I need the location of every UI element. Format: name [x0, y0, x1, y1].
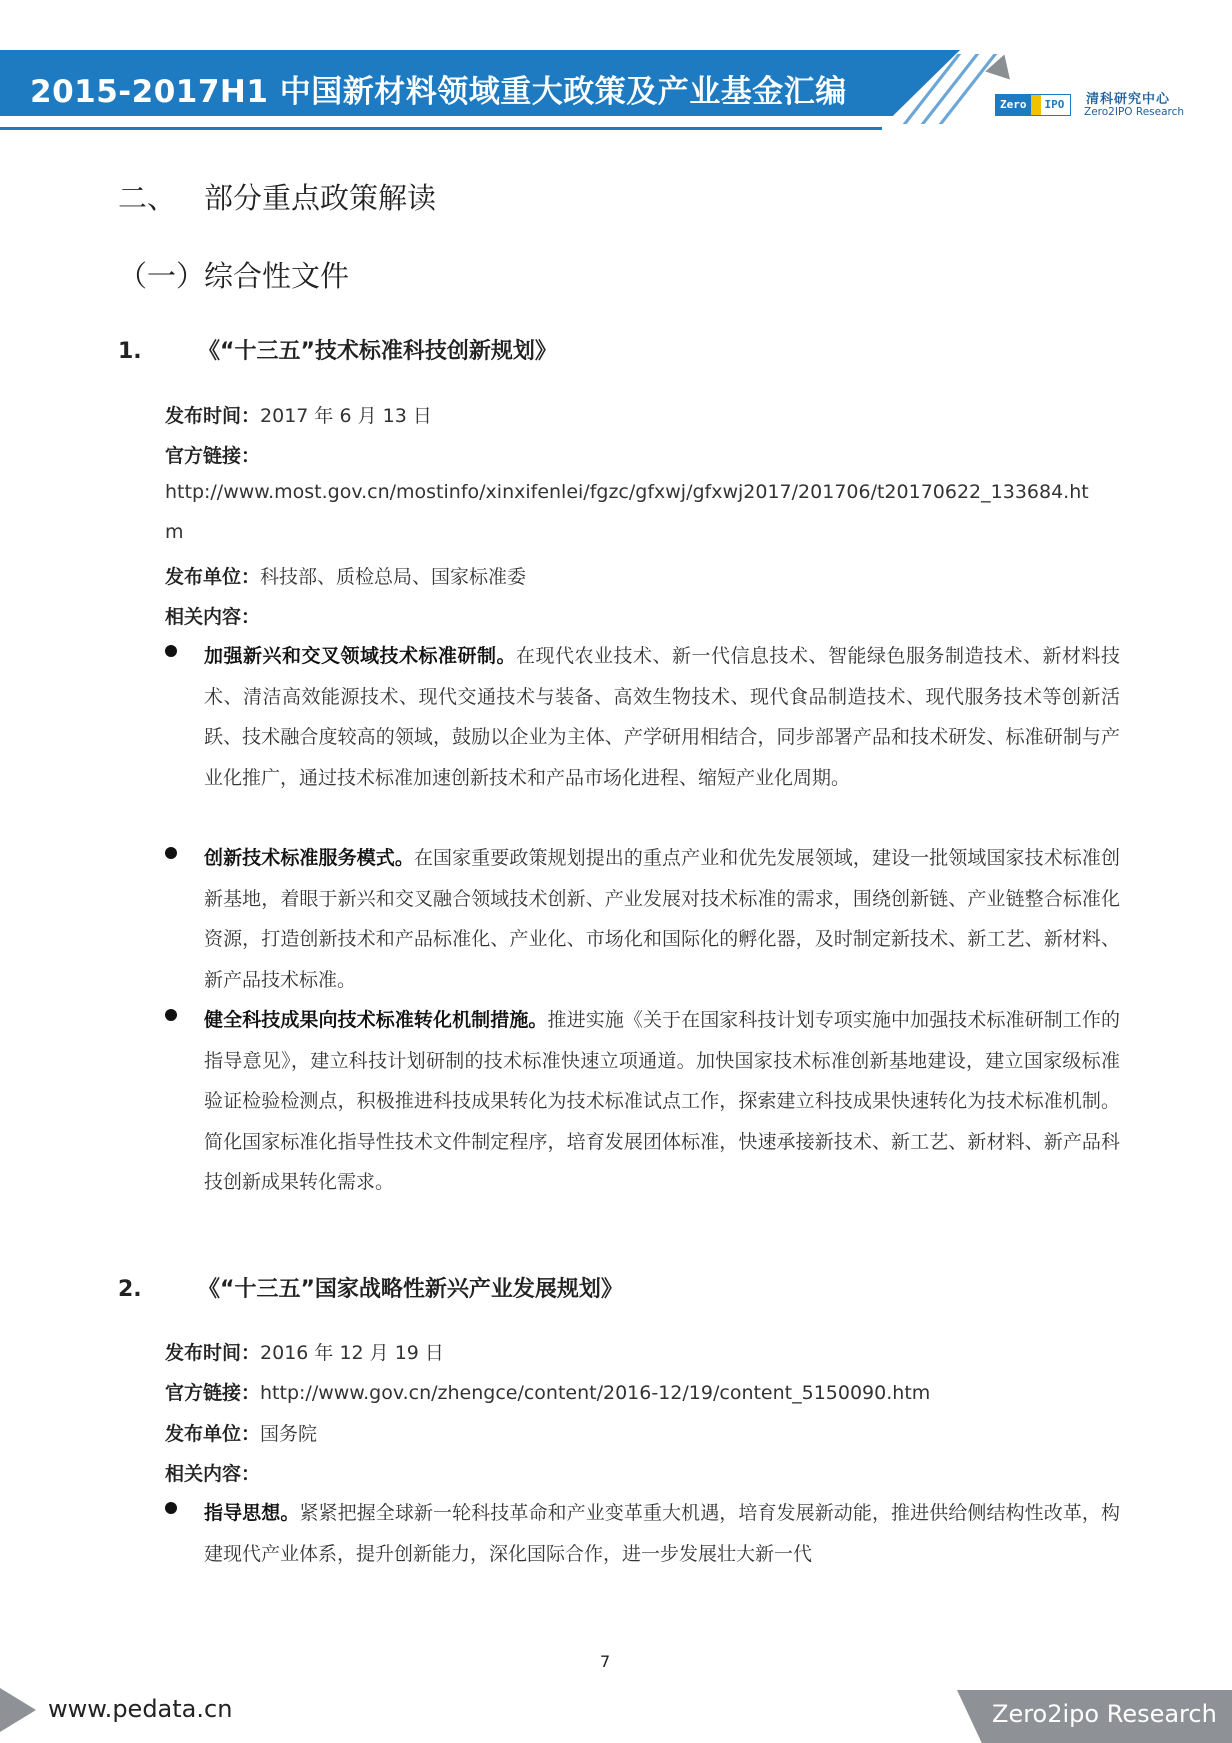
policy-date: 发布时间：2016 年 12 月 19 日: [165, 1342, 444, 1364]
policy-link-label: 官方链接：: [165, 445, 261, 467]
policy-link[interactable]: http://www.gov.cn/zhengce/content/2016-12/19/content_5150090.htm: [260, 1382, 931, 1404]
policy-link-row: 官方链接：http://www.gov.cn/zhengce/content/2016-12/19/content_5150090.htm: [165, 1382, 931, 1404]
policy-unit: 发布单位：国务院: [165, 1423, 318, 1445]
bullet-icon: [165, 645, 177, 657]
policy-link[interactable]: http://www.most.gov.cn/mostinfo/xinxifenlei/fgzc/gfxwj/gfxwj2017/201706/t20170622_133684.htm: [165, 481, 1089, 543]
page-number: 7: [600, 1652, 611, 1671]
policy-content-label: 相关内容：: [165, 606, 261, 628]
bullet-icon: [165, 1009, 177, 1021]
logo-english-name: Zero2IPO Research: [1084, 106, 1185, 118]
document-title: 2015-2017H1 中国新材料领域重大政策及产业基金汇编: [30, 74, 847, 110]
list-item: 创新技术标准服务模式。在国家重要政策规划提出的重点产业和优先发展领域，建设一批领域国家技术标准创新基地，着眼于新兴和交叉融合领域技术创新、产业发展对技术标准的需求，围绕创新链、产业链整合标准化资源，打造创新技术和产品标准化、产业化、市场化和国际化的孵化器，及时制定新技术、新工艺、新材料、新产品技术标准。: [165, 838, 1120, 1000]
footer-brand: Zero2ipo Research: [992, 1700, 1217, 1728]
zero2ipo-logo: Zero IPO: [995, 94, 1071, 116]
bullet-icon: [165, 847, 177, 859]
logo-chinese-name: 清科研究中心: [1086, 92, 1171, 107]
subsection-heading: （一）综合性文件: [118, 259, 350, 293]
list-item: 加强新兴和交叉领域技术标准研制。在现代农业技术、新一代信息技术、智能绿色服务制造技术、新材料技术、清洁高效能源技术、现代交通技术与装备、高效生物技术、现代食品制造技术、现代服务技术等创新活跃、技术融合度较高的领域，鼓励以企业为主体、产学研用相结合，同步部署产品和技术研发、标准研制与产业化推广，通过技术标准加速创新技术和产品市场化进程、缩短产业化周期。: [165, 636, 1120, 798]
logo-triangle-icon: [985, 51, 1017, 80]
policy-date: 发布时间：2017 年 6 月 13 日: [165, 405, 432, 427]
list-item: 指导思想。紧紧把握全球新一轮科技革命和产业变革重大机遇，培育发展新动能，推进供给侧结构性改革，构建现代产业体系，提升创新能力，深化国际合作，进一步发展壮大新一代: [165, 1493, 1120, 1574]
policy-title: 2. 《“十三五”国家战略性新兴产业发展规划》: [118, 1277, 623, 1302]
policy-title: 1. 《“十三五”技术标准科技创新规划》: [118, 339, 557, 364]
list-item: 健全科技成果向技术标准转化机制措施。推进实施《关于在国家科技计划专项实施中加强技术标准研制工作的指导意见》，建立科技计划研制的技术标准快速立项通道。加快国家技术标准创新基地建设，建立国家级标准验证检验检测点，积极推进科技成果转化为技术标准试点工作，探索建立科技成果快速转化为技术标准机制。简化国家标准化指导性技术文件制定程序，培育发展团体标准，快速承接新技术、新工艺、新材料、新产品科技创新成果转化需求。: [165, 1000, 1120, 1203]
footer-website-link[interactable]: www.pedata.cn: [48, 1695, 233, 1723]
policy-unit: 发布单位：科技部、质检总局、国家标准委: [165, 566, 527, 588]
bullet-icon: [165, 1502, 177, 1514]
section-heading: 二、 部分重点政策解读: [118, 181, 437, 215]
footer-triangle-icon: [0, 1688, 36, 1732]
header-rule: [0, 127, 882, 130]
policy-content-label: 相关内容：: [165, 1463, 261, 1485]
